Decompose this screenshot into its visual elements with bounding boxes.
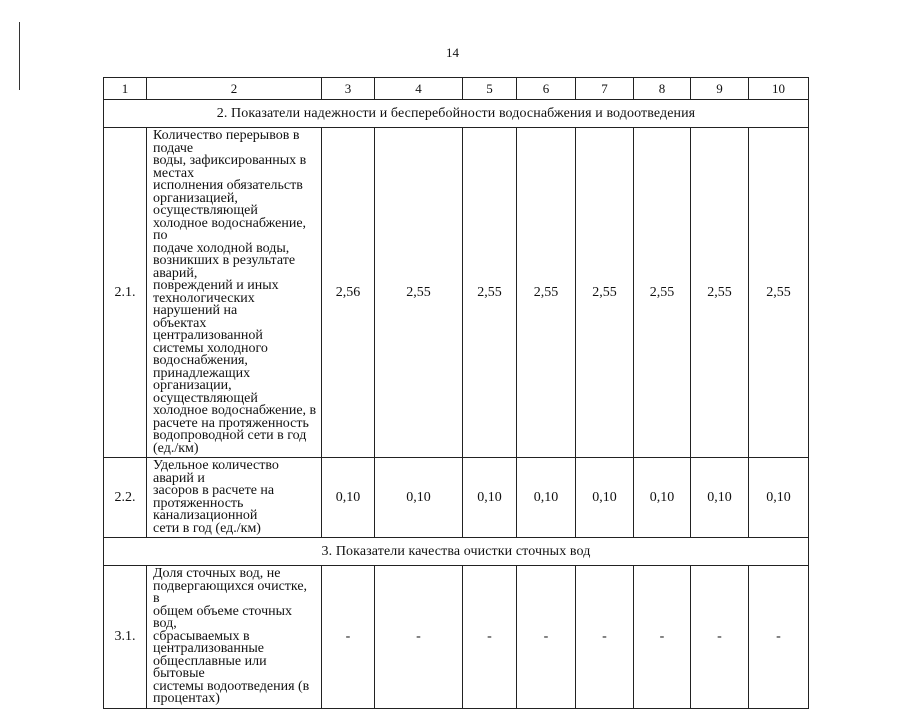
header-cell: 8 <box>634 78 691 100</box>
description-line: процентах) <box>153 691 220 706</box>
row-description <box>147 458 322 538</box>
description-line: повреждений и иных <box>153 278 279 293</box>
header-cell: 2 <box>147 78 322 100</box>
header-cell: 1 <box>104 78 147 100</box>
description-line: водоснабжения, принадлежащих <box>153 353 251 381</box>
value-cell: 2,55 <box>691 128 749 458</box>
row-description <box>147 128 322 458</box>
value-cell: 0,10 <box>375 458 463 538</box>
description-line: Удельное количество аварий и <box>153 458 279 486</box>
description-line: водопроводной сети в год <box>153 428 307 443</box>
section-title: 3. Показатели качества очистки сточных вод <box>104 538 809 566</box>
value-cell: 0,10 <box>634 458 691 538</box>
description-line: Доля сточных вод, не <box>153 566 281 581</box>
header-cell: 4 <box>375 78 463 100</box>
value-cell: 2,55 <box>576 128 634 458</box>
description-line: централизованные <box>153 641 264 656</box>
indicators-table <box>103 77 809 709</box>
value-cell: - <box>634 566 691 709</box>
description-line: подаче холодной воды, <box>153 240 290 256</box>
description-line: возникших в результате аварий, <box>153 253 296 281</box>
header-cell: 6 <box>517 78 576 100</box>
section-row-treatment <box>104 538 809 566</box>
value-cell: 0,10 <box>322 458 375 538</box>
table-header-row <box>104 78 809 100</box>
value-cell: 0,10 <box>517 458 576 538</box>
description-line: засоров в расчете на <box>153 483 275 498</box>
description-line: организацией, осуществляющей <box>153 190 258 218</box>
page-number: 14 <box>446 45 459 60</box>
header-cell: 10 <box>749 78 809 100</box>
value-cell: 0,10 <box>691 458 749 538</box>
value-cell: 2,56 <box>322 128 375 458</box>
table-row <box>104 128 809 458</box>
description-line: сети в год (ед./км) <box>153 520 261 536</box>
description-line: организации, осуществляющей <box>153 378 258 406</box>
description-line: сбрасываемых в <box>153 628 250 644</box>
row-number: 3.1. <box>104 566 147 709</box>
description-line: объектах централизованной <box>153 315 263 343</box>
value-cell: 2,55 <box>517 128 576 458</box>
value-cell: 2,55 <box>749 128 809 458</box>
header-cell: 3 <box>322 78 375 100</box>
header-cell: 5 <box>463 78 517 100</box>
description-line: Количество перерывов в подаче <box>153 128 300 156</box>
value-cell: 0,10 <box>749 458 809 538</box>
description-line: (ед./км) <box>153 440 199 456</box>
value-cell: - <box>463 566 517 709</box>
value-cell: - <box>375 566 463 709</box>
value-cell: 0,10 <box>576 458 634 538</box>
value-cell: 0,10 <box>463 458 517 538</box>
description-line: общесплавные или бытовые <box>153 653 267 681</box>
description-line: системы холодного <box>153 340 268 356</box>
description-line: холодное водоснабжение, в <box>153 403 317 418</box>
description-line: воды, зафиксированных в местах <box>153 153 307 181</box>
value-cell: 2,55 <box>463 128 517 458</box>
value-cell: - <box>749 566 809 709</box>
description-line: подвергающихся очистке, в <box>153 578 308 606</box>
description-line: технологических нарушений на <box>153 290 255 318</box>
header-cell: 9 <box>691 78 749 100</box>
table-row <box>104 458 809 538</box>
row-number: 2.1. <box>104 128 147 458</box>
row-number: 2.2. <box>104 458 147 538</box>
row-description <box>147 566 322 709</box>
value-cell: - <box>691 566 749 709</box>
section-title: 2. Показатели надежности и бесперебойности водоснабжения и водоотведения <box>104 100 809 128</box>
value-cell: 2,55 <box>375 128 463 458</box>
description-line: общем объеме сточных вод, <box>153 603 293 631</box>
description-line: расчете на протяженность <box>153 415 309 431</box>
description-line: системы водоотведения (в <box>153 678 310 694</box>
header-cell: 7 <box>576 78 634 100</box>
value-cell: - <box>322 566 375 709</box>
description-line: исполнения обязательств <box>153 178 303 193</box>
value-cell: - <box>576 566 634 709</box>
value-cell: - <box>517 566 576 709</box>
table-row <box>104 566 809 709</box>
description-line: протяженность канализационной <box>153 495 258 523</box>
section-row-reliability <box>104 100 809 128</box>
description-line: холодное водоснабжение, по <box>153 215 307 243</box>
value-cell: 2,55 <box>634 128 691 458</box>
